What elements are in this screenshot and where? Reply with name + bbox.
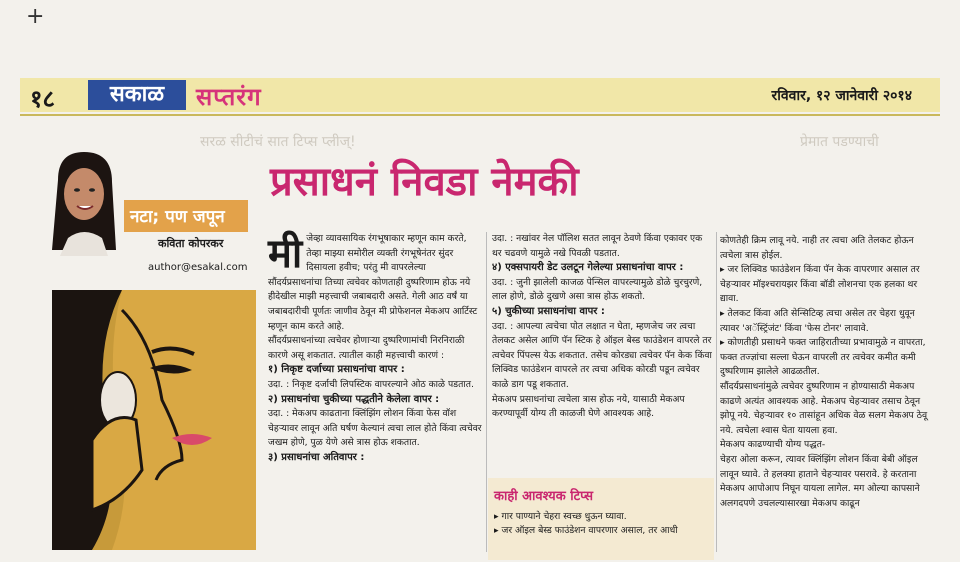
article-column-1 [268, 232, 482, 466]
tip-item: ▸ जर ऑइल बेस्ड फाउंडेशन वापरणार असाल, तर आधी [494, 525, 678, 536]
bleed-through-text-right: प्रेमात पडण्याची [800, 134, 879, 150]
drop-cap: मी [268, 231, 303, 277]
section-heading: ३) प्रसाधनांचा अतिवापर : [268, 451, 365, 463]
section-heading: २) प्रसाधनांचा चुकीच्या पद्धतीने केलेला वापर : [268, 393, 440, 405]
section-heading: १) निकृष्ट दर्जाच्या प्रसाधनांचा वापर : [268, 364, 405, 376]
subheading: मेकअप काढण्याची योग्य पद्धत- [720, 439, 826, 451]
bullet-item: ▸ कोणतीही प्रसाधने फक्त जाहिरातीच्या प्रभावामुळे न वापरता, फक्त तज्ज्ञांचा सल्ला घेऊन वापरली तर त्वचेवर कमीत कमी दुष्परिणाम झालेले आढळतील. [720, 337, 926, 378]
paragraph: सौंदर्यप्रसाधनांच्या त्वचेवर होणाऱ्या दुष्परिणामांची निरनिराळी कारणे असू शकतात. त्यातील काही महत्त्वाची कारणं : [268, 335, 465, 361]
tip-item: ▸ गार पाण्याने चेहरा स्वच्छ धुऊन घ्यावा. [494, 511, 627, 522]
paragraph: मेकअप प्रसाधनांचा त्वचेला त्रास होऊ नये, यासाठी मेकअप करण्यापूर्वी योग्य ती काळजी घेणे आवश्यक आहे. [492, 393, 685, 420]
makeup-illustration [52, 290, 256, 550]
author-portrait [44, 150, 124, 256]
paragraph: कोणतेही क्रिम लावू नये. नाही तर त्वचा अति तेलकट होऊन त्वचेला त्रास होईल. [720, 235, 914, 261]
tips-title: काही आवश्यक टिप्स [494, 489, 594, 504]
paragraph: उदा. : जुनी झालेली काजळ पेन्सिल वापरल्यामुळे डोळे चुरचुरणे, लाल होणे, डोळे दुखणे असा त्रास होऊ शकतो. [492, 276, 703, 303]
page-number: १८ [30, 85, 55, 113]
tips-list [494, 510, 708, 538]
paragraph: सौंदर्यप्रसाधनांमुळे त्वचेवर दुष्परिणाम न होण्यासाठी मेकअप काढणे अत्यंत आवश्यक आहे. मेकअप चेहऱ्यावर तसाच ठेवून झोपू नये. चेहऱ्यावर १० तासांहून अधिक वेळ सलग मेकअप ठेवू नये. त्वचेला श्वास घेता यायला हवा. [720, 380, 928, 436]
masthead-rule [20, 114, 940, 116]
issue-date: रविवार, १२ जानेवारी २०१४ [771, 88, 912, 104]
author-email: author@esakal.com [148, 262, 248, 273]
section-heading: ४) एक्सपायरी डेट उलटून गेलेल्या प्रसाधनांचा वापर : [492, 262, 684, 274]
crosshair-mark: + [26, 4, 45, 29]
paragraph: उदा. : नखांवर नेल पॉलिश सतत लावून ठेवणे किंवा एकावर एक थर चढवणे यामुळे नखे पिवळी पडतात. [492, 233, 703, 259]
column-divider-2 [716, 232, 717, 552]
article-column-2 [492, 232, 712, 422]
supplement-logo: सप्तरंग [196, 83, 262, 111]
intro-paragraph: जेव्हा व्यावसायिक रंगभूषाकार म्हणून काम करते, तेव्हा माझ्या समोरील व्यक्ती रंगभूषेनंतर सुंदर दिसायला हवीच; परंतु मी वापरलेल्या सौंदर्यप्रसाधनांचा तिच्या त्वचेवर कोणताही दुष्परिणाम होऊ नये हीदेखील माझी महत्त्वाची जबाबदारी असते. गेली आठ वर्षं या जबाबदारीची पूर्णतः जाणीव ठेवून मी प्रोफेशनल मेकअप आर्टिस्ट म्हणून काम करते आहे. [268, 233, 478, 332]
headline: प्रसाधनं निवडा नेमकी [270, 159, 579, 205]
newspaper-logo: सकाळ [88, 80, 186, 110]
column-title: नटा; पण जपून [130, 207, 225, 227]
section-heading: ५) चुकीच्या प्रसाधनांचा वापर : [492, 305, 605, 317]
author-name: कविता कोपरकर [158, 237, 224, 250]
bullet-item: ▸ जर लिक्विड फाउंडेशन किंवा पॅन केक वापरणार असाल तर चेहऱ्यावर मॉइश्चरायझर किंवा बॉडी लोशनचा एक हलका थर द्यावा. [720, 264, 920, 305]
article-column-3 [720, 234, 930, 511]
bleed-through-text: सरळ सीटीचं सात टिप्स प्लीज्! [200, 134, 356, 150]
paragraph: उदा. : आपल्या त्वचेचा पोत लक्षात न घेता, म्हणजेच जर त्वचा तेलकट असेल आणि पॅन स्टिक हे ऑइल बेस्ड फाउंडेशन वापरले तर त्वचेवर पिंपल्स येऊ शकतात. तसेच कोरड्या त्वचेवर पॅन केक किंवा लिक्विड फाउंडेशन वापरले तर त्वचा अधिक कोरडी पडून त्वचेवर काळे डाग पडू शकतात. [492, 320, 712, 390]
column-divider-1 [486, 232, 487, 552]
bullet-item: ▸ तेलकट किंवा अति सेन्सिटिव्ह त्वचा असेल तर चेहरा धुवून त्यावर 'अॅस्ट्रिंजंट' किंवा 'फेस टोनर' लावावे. [720, 307, 915, 334]
paragraph: उदा. : मेकअप काढताना क्लिंझिंग लोशन किंवा फेस वॉश चेहऱ्यावर लावून अति घर्षण केल्यानं त्वचा लाल होते किंवा त्वचेवर जखम होणे, पुळ येणे असे त्रास होऊ शकतात. [268, 408, 482, 449]
paragraph: उदा. : निकृष्ट दर्जाची लिपस्टिक वापरल्याने ओठ काळे पडतात. [268, 378, 474, 390]
paragraph: चेहरा ओला करून, त्यावर क्लिंझिंग लोशन किंवा बेबी ऑइल लावून घ्यावे. ते हलक्या हाताने चेहऱ्यावर पसरावे. हे करताना मेकअप आपोआप निघून यायला लागेल. मग ओल्या कापसाने अलगदपणे उचलल्यासारखा मेकअप काढून [720, 453, 920, 509]
